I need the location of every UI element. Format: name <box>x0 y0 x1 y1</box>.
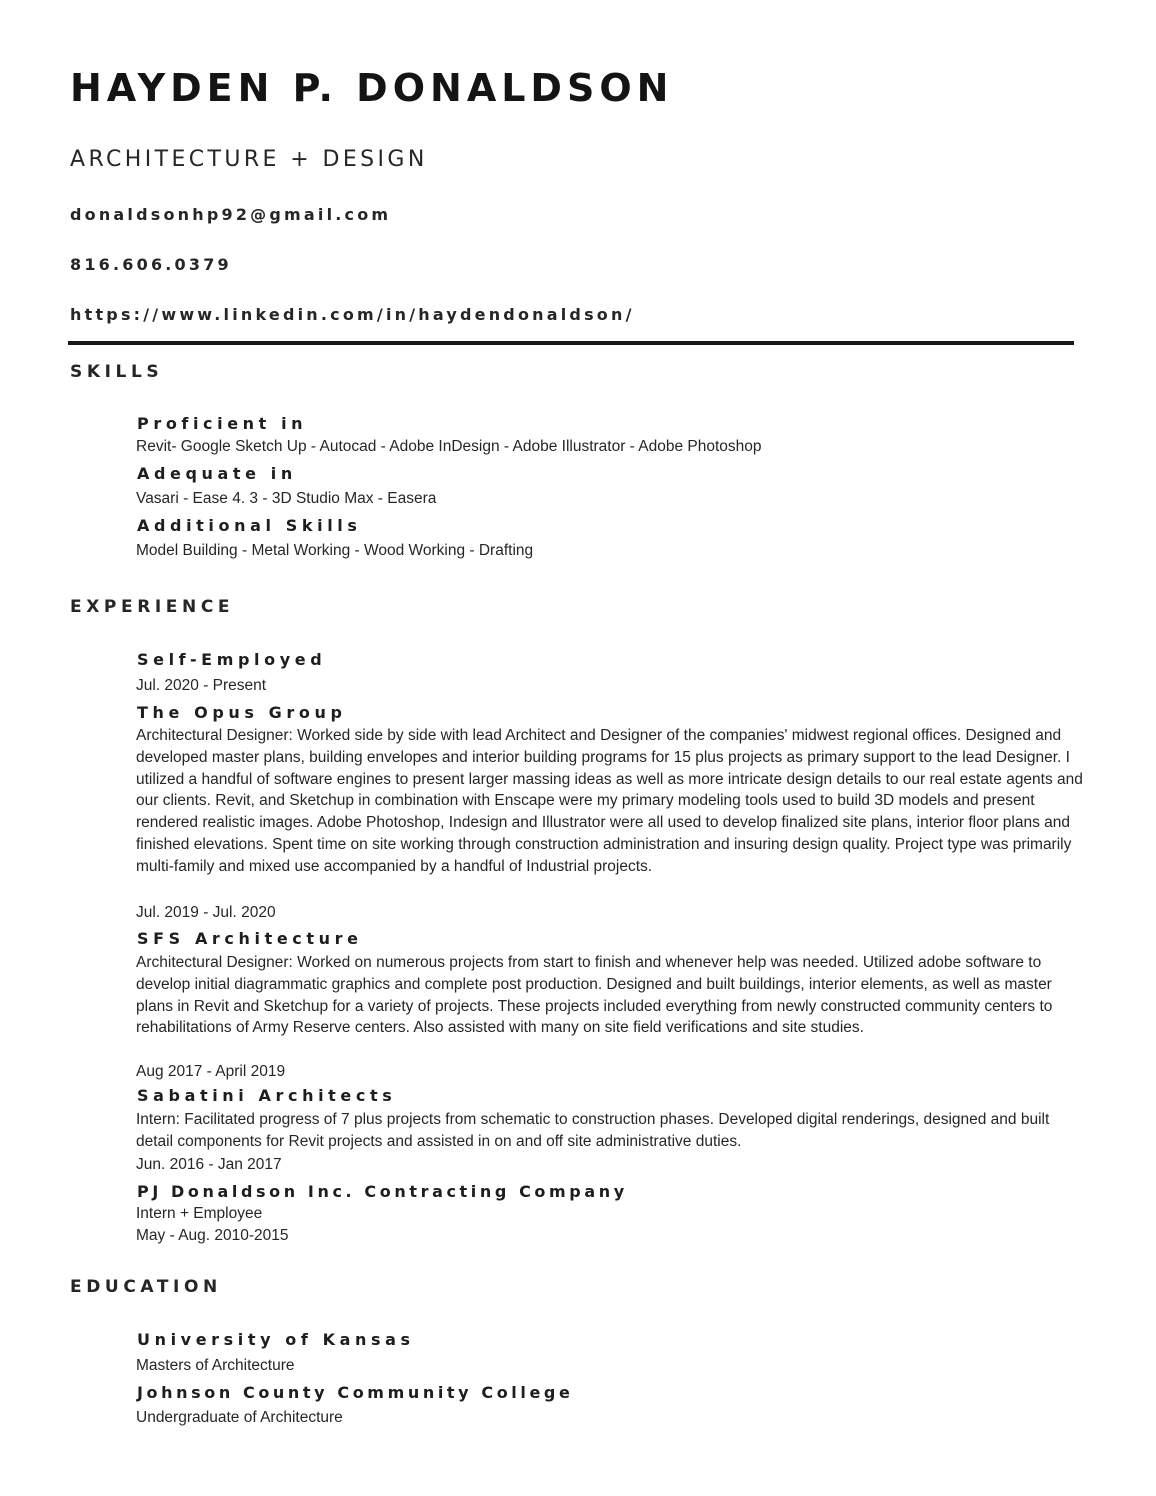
job-company: The Opus Group <box>137 703 347 722</box>
job-dates: May - Aug. 2010-2015 <box>136 1227 289 1244</box>
skill-group-title: Additional Skills <box>137 516 362 535</box>
job-dates: Jul. 2019 - Jul. 2020 <box>136 904 276 921</box>
linkedin-link[interactable]: https://www.linkedin.com/in/haydendonaldson/ <box>70 305 635 324</box>
skill-group-title: Proficient in <box>137 414 308 433</box>
job-description: Intern: Facilitated progress of 7 plus projects from schematic to construction phases. Developed digital renderings, designed and built detail components for Revit projects and assisted in on and off site administrative duties. <box>136 1111 1050 1150</box>
phone-number[interactable]: 816.606.0379 <box>70 255 232 274</box>
job-dates: Jun. 2016 - Jan 2017 <box>136 1156 282 1173</box>
job-company: SFS Architecture <box>137 929 363 948</box>
job-description: Architectural Designer: Worked side by side with lead Architect and Designer of the companies' midwest regional offices. Designed and developed master plans, building envelopes and interior building programs for 15 plus projects as primary support to the lead Designer. I utilized a handful of software engines to present larger massing ideas as well as more intricate design details to our real estate agents and our clients. Revit, and Sketchup in combination with Enscape were my primary modeling tools used to build 3D models and present rendered realistic images. Adobe Photoshop, Indesign and Illustrator were all used to develop finalized site plans, interior floor plans and finished elevations. Spent time on site working through construction administration and insuring design quality. Project type was primarily multi-family and mixed use accompanied by a handful of Industrial projects. <box>136 727 1083 875</box>
job-dates: Aug 2017 - April 2019 <box>136 1063 286 1080</box>
header-divider <box>68 341 1074 345</box>
school-degree: Masters of Architecture <box>136 1357 295 1374</box>
experience-heading: EXPERIENCE <box>70 597 235 617</box>
education-heading: EDUCATION <box>70 1277 222 1297</box>
skills-heading: SKILLS <box>70 362 164 382</box>
school-name: University of Kansas <box>137 1330 415 1349</box>
skill-group-items: Revit- Google Sketch Up - Autocad - Adobe InDesign - Adobe Illustrator - Adobe Photoshop <box>136 438 762 455</box>
skill-group-items: Vasari - Ease 4. 3 - 3D Studio Max - Easera <box>136 490 437 507</box>
job-description: Architectural Designer: Worked on numerous projects from start to finish and whenever help was needed. Utilized adobe software to develop initial diagrammatic graphics and complete post production. Designed and built buildings, interior elements, as well as master plans in Revit and Sketchup for a variety of projects. These projects included everything from newly constructed community centers to rehabilitations of Army Reserve centers. Also assisted with many on site field verifications and site studies. <box>136 954 1053 1037</box>
school-degree: Undergraduate of Architecture <box>136 1409 343 1426</box>
job-company: PJ Donaldson Inc. Contracting Company <box>137 1182 628 1201</box>
skill-group-title: Adequate in <box>137 464 297 483</box>
resume-name: HAYDEN P. DONALDSON <box>70 66 674 110</box>
email-address[interactable]: donaldsonhp92@gmail.com <box>70 205 392 224</box>
resume-subtitle: ARCHITECTURE + DESIGN <box>70 147 428 172</box>
skill-group-items: Model Building - Metal Working - Wood Working - Drafting <box>136 542 534 559</box>
job-company: Sabatini Architects <box>137 1086 397 1105</box>
job-role: Intern + Employee <box>136 1205 263 1222</box>
job-dates: Jul. 2020 - Present <box>136 677 267 694</box>
school-name: Johnson County Community College <box>137 1383 574 1402</box>
job-company: Self-Employed <box>137 650 327 669</box>
